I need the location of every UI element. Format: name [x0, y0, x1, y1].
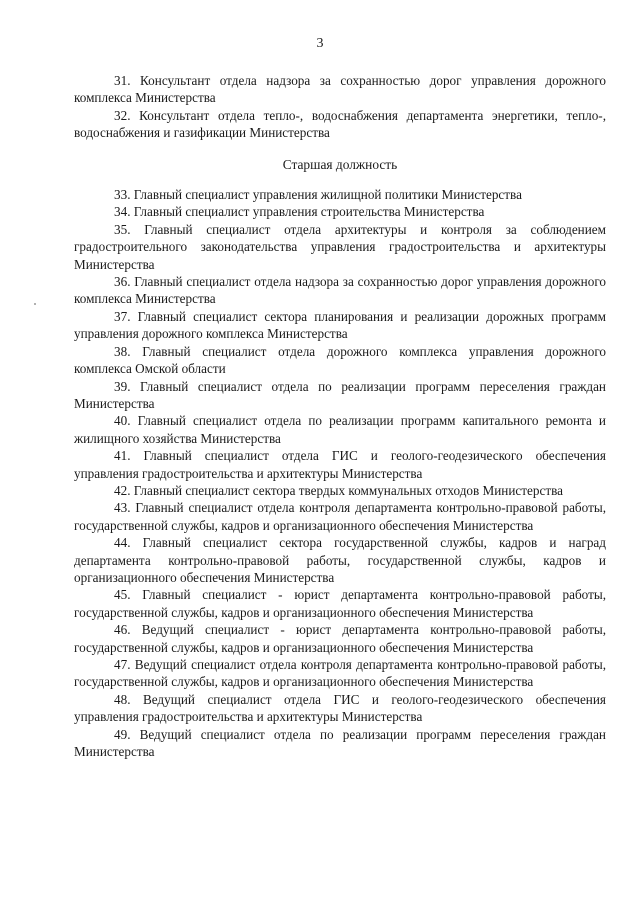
list-item: 36. Главный специалист отдела надзора за сохранностью дорог управления дорожного комплекса Министерства	[74, 274, 606, 307]
list-item: 35. Главный специалист отдела архитектуры и контроля за соблюдением градостроительного законодательства управления градостроительства и архитектуры Министерства	[74, 221, 606, 272]
list-item: 37. Главный специалист сектора планирования и реализации дорожных программ управления дорожного комплекса Министерства	[74, 308, 606, 342]
list-item: 47. Ведущий специалист отдела контроля департамента контрольно-правовой работы, государственной службы, кадров и организационного обеспечения Министерства	[74, 657, 606, 690]
list-item: 44. Главный специалист сектора государственной службы, кадров и наград департамента контрольно-правовой работы, государственной службы, кадров и организационного обеспечения Министерства	[74, 535, 606, 585]
margin-mark	[34, 303, 36, 305]
list-item: 34. Главный специалист управления строительства Министерства	[114, 204, 485, 220]
document-body	[74, 72, 606, 760]
list-item: 43. Главный специалист отдела контроля департамента контрольно-правовой работы, государственной службы, кадров и организационного обеспечения Министерства	[74, 500, 606, 533]
list-item: 49. Ведущий специалист отдела по реализации программ переселения граждан Министерства	[74, 726, 606, 760]
list-item: 42. Главный специалист сектора твердых коммунальных отходов Министерства	[114, 482, 564, 498]
list-item: 41. Главный специалист отдела ГИС и геолого-геодезического обеспечения управления градостроительства и архитектуры Министерства	[74, 448, 606, 481]
list-item: 45. Главный специалист - юрист департамента контрольно-правовой работы, государственной службы, кадров и организационного обеспечения Министерства	[74, 587, 606, 620]
list-item: 32. Консультант отдела тепло-, водоснабжения департамента энергетики, тепло-, водоснабжения и газификации Министерства	[74, 107, 606, 141]
list-item: 33. Главный специалист управления жилищной политики Министерства	[114, 187, 522, 203]
list-item: 46. Ведущий специалист - юрист департамента контрольно-правовой работы, государственной службы, кадров и организационного обеспечения Министерства	[74, 622, 606, 655]
list-item: 48. Ведущий специалист отдела ГИС и геолого-геодезического обеспечения управления градостроительства и архитектуры Министерства	[74, 691, 606, 725]
list-item: 31. Консультант отдела надзора за сохранностью дорог управления дорожного комплекса Министерства	[74, 73, 606, 106]
page-number: 3	[316, 36, 324, 51]
list-item: 39. Главный специалист отдела по реализации программ переселения граждан Министерства	[74, 378, 606, 411]
list-item: 38. Главный специалист отдела дорожного комплекса управления дорожного комплекса Омской области	[74, 343, 606, 377]
list-item: 40. Главный специалист отдела по реализации программ капитального ремонта и жилищного хозяйства Министерства	[74, 413, 606, 446]
section-heading: Старшая должность	[282, 156, 398, 172]
